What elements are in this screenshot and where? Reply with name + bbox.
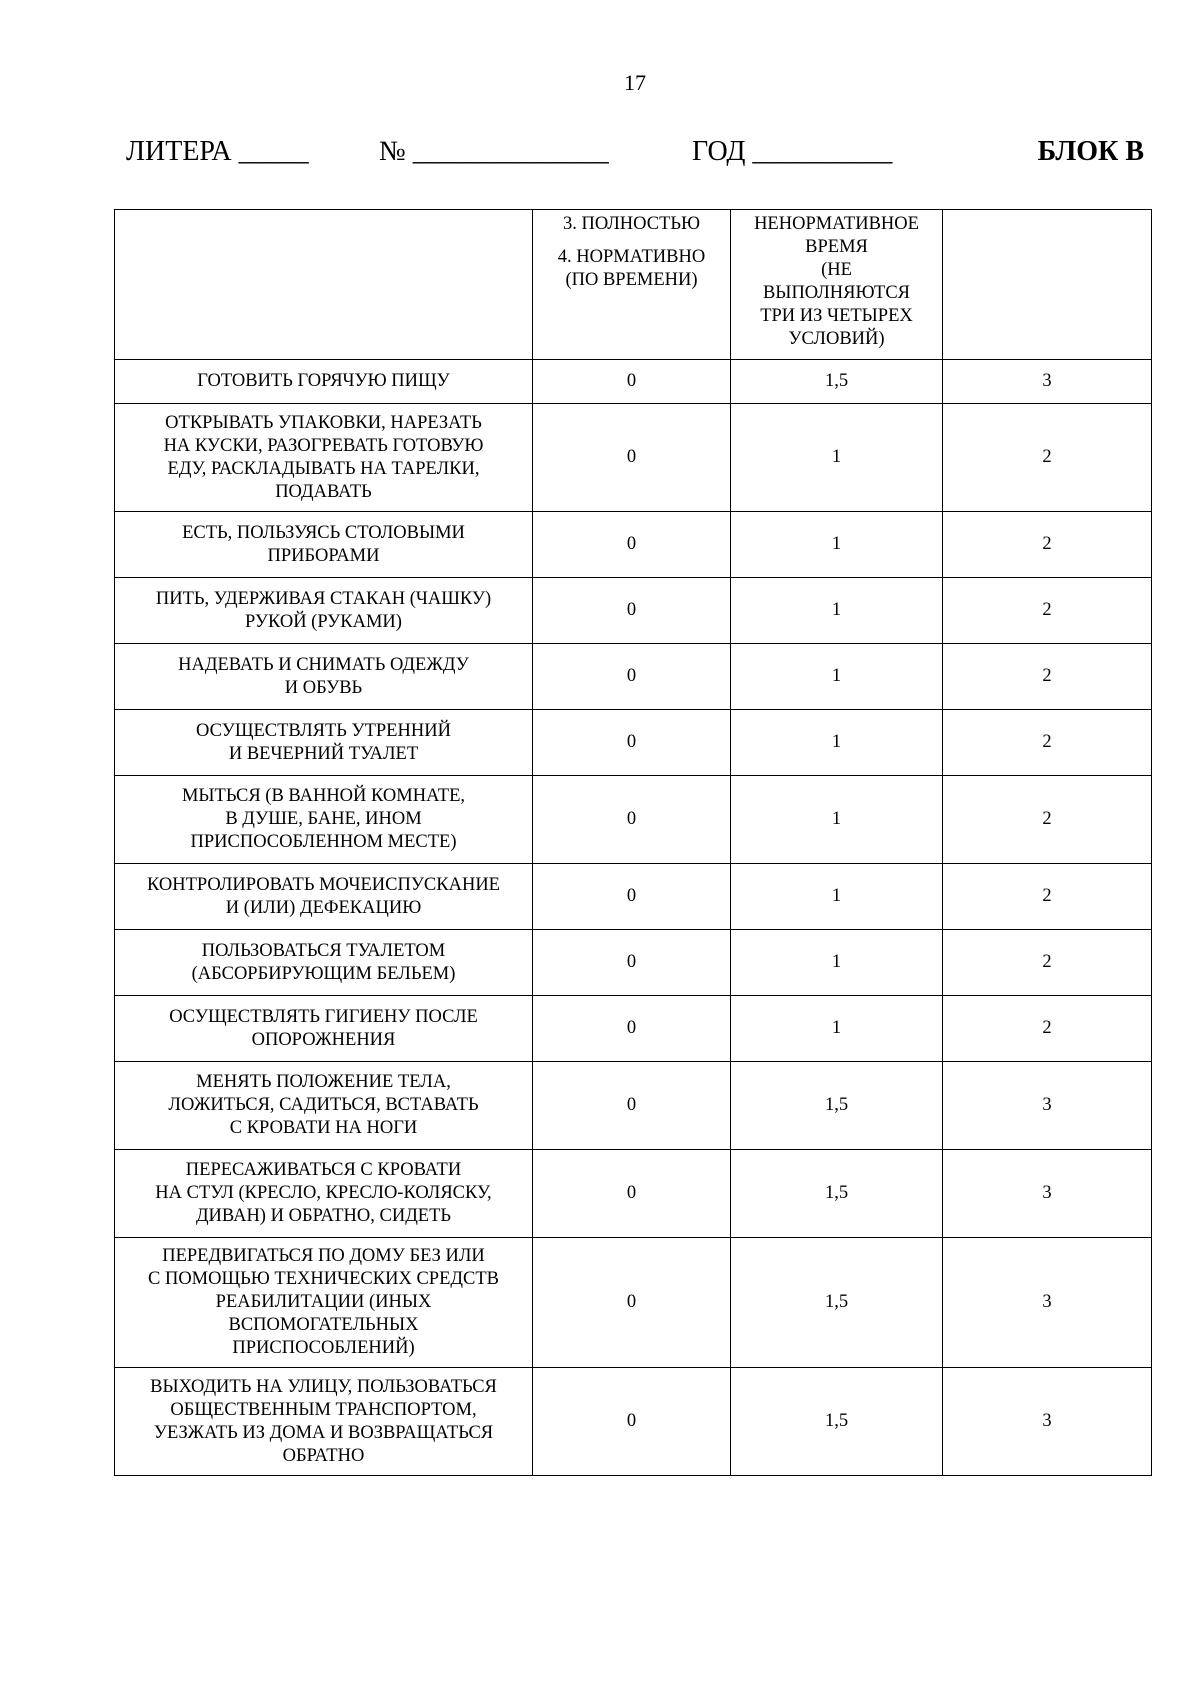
score-full-cell: 0 xyxy=(533,776,731,864)
score-nonnormative-cell: 1 xyxy=(731,710,943,776)
score-full-cell: 0 xyxy=(533,1062,731,1150)
table-row xyxy=(115,996,1152,1062)
table-row xyxy=(115,404,1152,512)
score-full-cell: 0 xyxy=(533,578,731,644)
table-row xyxy=(115,1062,1152,1150)
table-row xyxy=(115,1238,1152,1368)
table-row xyxy=(115,710,1152,776)
table-row xyxy=(115,930,1152,996)
block-title: БЛОК В xyxy=(1037,136,1144,167)
table-header-row xyxy=(115,210,1152,360)
score-nonnormative-cell: 1,5 xyxy=(731,1150,943,1238)
litera-field: ЛИТЕРА _____ xyxy=(126,136,309,167)
score-nonnormative-cell: 1 xyxy=(731,776,943,864)
score-extra-cell: 2 xyxy=(943,930,1152,996)
header-cell-nonnormative: НЕНОРМАТИВНОЕ ВРЕМЯ (НЕ ВЫПОЛНЯЮТСЯ ТРИ ИЗ ЧЕТЫРЕХ УСЛОВИЙ) xyxy=(731,210,943,360)
form-header xyxy=(126,136,1144,176)
score-full-cell: 0 xyxy=(533,644,731,710)
activity-cell: ПЕРЕСАЖИВАТЬСЯ С КРОВАТИ НА СТУЛ (КРЕСЛО, КРЕСЛО-КОЛЯСКУ, ДИВАН) И ОБРАТНО, СИДЕТЬ xyxy=(115,1150,533,1238)
score-extra-cell: 2 xyxy=(943,404,1152,512)
score-nonnormative-cell: 1,5 xyxy=(731,360,943,404)
header-cell-full xyxy=(533,210,731,360)
table-row xyxy=(115,1150,1152,1238)
score-nonnormative-cell: 1,5 xyxy=(731,1238,943,1368)
table-row xyxy=(115,1368,1152,1476)
activity-cell: ПОЛЬЗОВАТЬСЯ ТУАЛЕТОМ (АБСОРБИРУЮЩИМ БЕЛЬЕМ) xyxy=(115,930,533,996)
score-extra-cell: 3 xyxy=(943,1062,1152,1150)
score-nonnormative-cell: 1 xyxy=(731,930,943,996)
activity-cell: ОТКРЫВАТЬ УПАКОВКИ, НАРЕЗАТЬ НА КУСКИ, РАЗОГРЕВАТЬ ГОТОВУЮ ЕДУ, РАСКЛАДЫВАТЬ НА ТАРЕЛКИ, ПОДАВАТЬ xyxy=(115,404,533,512)
score-extra-cell: 2 xyxy=(943,776,1152,864)
score-nonnormative-cell: 1 xyxy=(731,864,943,930)
score-nonnormative-cell: 1,5 xyxy=(731,1062,943,1150)
score-full-cell: 0 xyxy=(533,930,731,996)
activity-cell: ПЕРЕДВИГАТЬСЯ ПО ДОМУ БЕЗ ИЛИ С ПОМОЩЬЮ ТЕХНИЧЕСКИХ СРЕДСТВ РЕАБИЛИТАЦИИ (ИНЫХ ВСПОМОГАТЕЛЬНЫХ ПРИСПОСОБЛЕНИЙ) xyxy=(115,1238,533,1368)
activity-cell: МЫТЬСЯ (В ВАННОЙ КОМНАТЕ, В ДУШЕ, БАНЕ, ИНОМ ПРИСПОСОБЛЕННОМ МЕСТЕ) xyxy=(115,776,533,864)
table-row xyxy=(115,776,1152,864)
activity-cell: ГОТОВИТЬ ГОРЯЧУЮ ПИЩУ xyxy=(115,360,533,404)
number-field: № ______________ xyxy=(379,136,609,167)
header-full-label: 3. ПОЛНОСТЬЮ xyxy=(562,214,701,234)
table-row xyxy=(115,512,1152,578)
score-full-cell: 0 xyxy=(533,404,731,512)
score-extra-cell: 3 xyxy=(943,1238,1152,1368)
score-nonnormative-cell: 1 xyxy=(731,512,943,578)
table-row xyxy=(115,360,1152,404)
score-extra-cell: 2 xyxy=(943,578,1152,644)
score-extra-cell: 3 xyxy=(943,360,1152,404)
activity-cell: МЕНЯТЬ ПОЛОЖЕНИЕ ТЕЛА, ЛОЖИТЬСЯ, САДИТЬСЯ, ВСТАВАТЬ С КРОВАТИ НА НОГИ xyxy=(115,1062,533,1150)
score-extra-cell: 2 xyxy=(943,644,1152,710)
table-row xyxy=(115,864,1152,930)
score-nonnormative-cell: 1 xyxy=(731,996,943,1062)
page-number: 17 xyxy=(624,70,646,95)
activity-cell: ЕСТЬ, ПОЛЬЗУЯСЬ СТОЛОВЫМИ ПРИБОРАМИ xyxy=(115,512,533,578)
activity-cell: НАДЕВАТЬ И СНИМАТЬ ОДЕЖДУ И ОБУВЬ xyxy=(115,644,533,710)
score-extra-cell: 2 xyxy=(943,864,1152,930)
assessment-table xyxy=(114,209,1152,1476)
activity-cell: ОСУЩЕСТВЛЯТЬ ГИГИЕНУ ПОСЛЕ ОПОРОЖНЕНИЯ xyxy=(115,996,533,1062)
score-full-cell: 0 xyxy=(533,996,731,1062)
table-row xyxy=(115,644,1152,710)
score-extra-cell: 2 xyxy=(943,512,1152,578)
score-full-cell: 0 xyxy=(533,512,731,578)
activity-cell: КОНТРОЛИРОВАТЬ МОЧЕИСПУСКАНИЕ И (ИЛИ) ДЕФЕКАЦИЮ xyxy=(115,864,533,930)
score-full-cell: 0 xyxy=(533,360,731,404)
score-extra-cell: 2 xyxy=(943,996,1152,1062)
score-nonnormative-cell: 1 xyxy=(731,644,943,710)
activity-cell: ВЫХОДИТЬ НА УЛИЦУ, ПОЛЬЗОВАТЬСЯ ОБЩЕСТВЕННЫМ ТРАНСПОРТОМ, УЕЗЖАТЬ ИЗ ДОМА И ВОЗВРАЩАТЬСЯ ОБРАТНО xyxy=(115,1368,533,1476)
year-field: ГОД __________ xyxy=(692,136,893,167)
header-normative-label: 4. НОРМАТИВНО (ПО ВРЕМЕНИ) xyxy=(557,247,706,290)
score-extra-cell: 3 xyxy=(943,1150,1152,1238)
score-extra-cell: 2 xyxy=(943,710,1152,776)
score-full-cell: 0 xyxy=(533,864,731,930)
score-nonnormative-cell: 1 xyxy=(731,404,943,512)
header-cell-activity xyxy=(115,210,533,360)
activity-cell: ПИТЬ, УДЕРЖИВАЯ СТАКАН (ЧАШКУ) РУКОЙ (РУКАМИ) xyxy=(115,578,533,644)
header-cell-extra xyxy=(943,210,1152,360)
score-full-cell: 0 xyxy=(533,1368,731,1476)
score-full-cell: 0 xyxy=(533,1238,731,1368)
table-row xyxy=(115,578,1152,644)
score-extra-cell: 3 xyxy=(943,1368,1152,1476)
score-full-cell: 0 xyxy=(533,710,731,776)
score-nonnormative-cell: 1,5 xyxy=(731,1368,943,1476)
activity-cell: ОСУЩЕСТВЛЯТЬ УТРЕННИЙ И ВЕЧЕРНИЙ ТУАЛЕТ xyxy=(115,710,533,776)
score-full-cell: 0 xyxy=(533,1150,731,1238)
score-nonnormative-cell: 1 xyxy=(731,578,943,644)
